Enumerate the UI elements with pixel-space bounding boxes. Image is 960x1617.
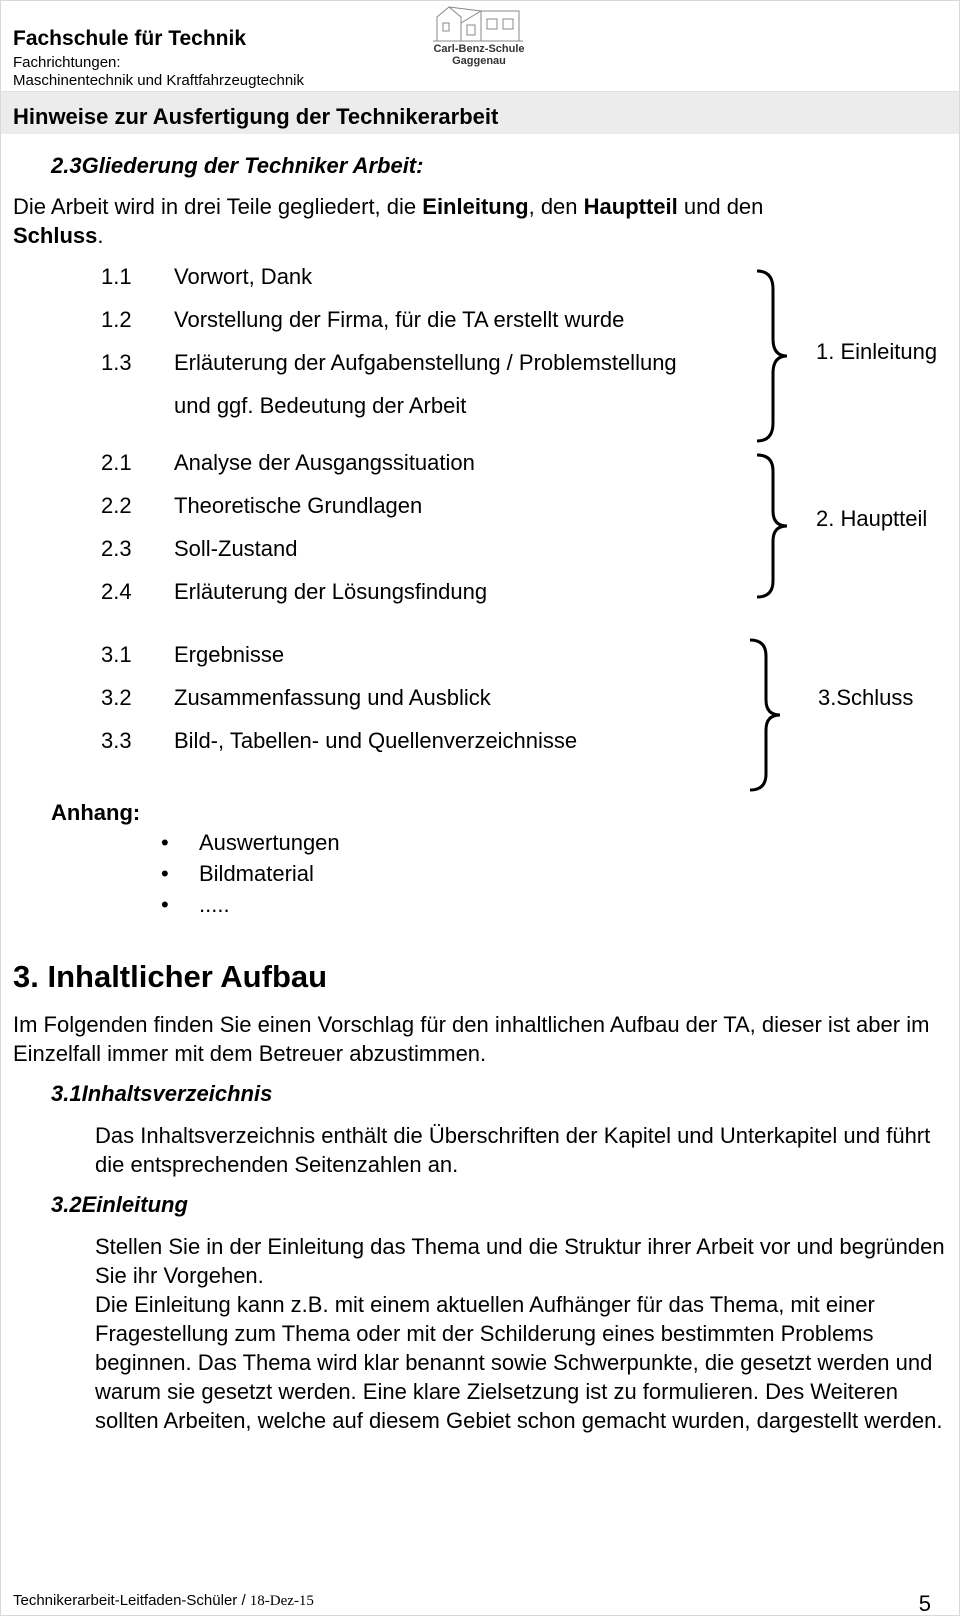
intro-end: . (97, 223, 104, 248)
group-label-schluss: 3.Schluss (818, 685, 914, 710)
list-text: Soll-Zustand (174, 536, 298, 561)
list-num: 1.3 (101, 350, 132, 375)
gliederung-heading: 2.3Gliederung der Techniker Arbeit: (51, 153, 424, 178)
list-text: Theoretische Grundlagen (174, 493, 423, 518)
footer-doc-name: Technikerarbeit-Leitfaden-Schüler / (13, 1592, 250, 1609)
list-text: Zusammenfassung und Ausblick (174, 685, 491, 710)
list-num: 2.3 (101, 536, 132, 561)
gliederung-intro-line-1 (13, 194, 763, 220)
intro-bold-einleitung: Einleitung (422, 194, 529, 219)
list-num: 3.2 (101, 685, 132, 710)
section-title: Hinweise zur Ausfertigung der Technikerarbeit (13, 104, 499, 129)
footer-date: 18-Dez-15 (249, 1593, 314, 1609)
list-text: Erläuterung der Lösungsfindung (174, 579, 488, 604)
subtitle-line-1: Fachrichtungen: (13, 54, 121, 71)
intro-suffix: und den (677, 194, 764, 219)
intro-bold-schluss: Schluss (13, 223, 98, 248)
group-label-einleitung: 1. Einleitung (816, 339, 938, 364)
list-num: 1.1 (101, 264, 132, 289)
list-text: Vorwort, Dank (174, 264, 313, 289)
inhalt-heading: 3. Inhaltlicher Aufbau (13, 959, 328, 994)
bullet-icon: • (161, 830, 169, 855)
page-number: 5 (918, 1591, 931, 1616)
list-text: Analyse der Ausgangssituation (174, 450, 475, 475)
list-num: 1.2 (101, 307, 132, 332)
anhang-item: Auswertungen (199, 830, 340, 855)
list-num: 2.1 (101, 450, 132, 475)
list-text: Vorstellung der Firma, für die TA erstellt wurde (174, 307, 625, 332)
brace-einleitung-icon (753, 267, 793, 445)
inhalt-intro: Im Folgenden finden Sie einen Vorschlag für den inhaltlichen Aufbau der TA, dieser ist aber im Einzelfall immer mit dem Betreuer abzustimmen. (13, 1012, 930, 1066)
intro-mid: , den (528, 194, 584, 219)
list-num: 3.1 (101, 642, 132, 667)
inhaltsverzeichnis-text: Das Inhaltsverzeichnis enthält die Überschriften der Kapitel und Unterkapitel und führt die entsprechenden Seitenzahlen an. (95, 1123, 931, 1177)
anhang-item: ..... (199, 892, 230, 917)
list-num: 3.3 (101, 728, 132, 753)
anhang-item: Bildmaterial (199, 861, 314, 886)
bullet-icon: • (161, 861, 169, 886)
list-text: Ergebnisse (174, 642, 285, 667)
brace-hauptteil-icon (753, 451, 793, 601)
einleitung-text-1: Stellen Sie in der Einleitung das Thema und die Struktur ihrer Arbeit vor und begründen Sie ihr Vorgehen. (95, 1234, 945, 1288)
intro-bold-hauptteil: Hauptteil (583, 194, 678, 219)
brace-schluss-icon (746, 636, 786, 794)
list-text: Bild-, Tabellen- und Quellenverzeichnisse (174, 728, 578, 753)
list-text: und ggf. Bedeutung der Arbeit (174, 393, 467, 418)
inhaltsverzeichnis-heading: 3.1Inhaltsverzeichnis (51, 1081, 273, 1106)
einleitung-text-2: Die Einleitung kann z.B. mit einem aktuellen Aufhänger für das Thema, mit einer Fragestellung zum Thema oder mit der Schilderung eines bestimmten Problems beginnen. Das Thema wird klar benannt sowie Schwerpunkte, die gesetzt werden und warum sie gesetzt werden. Eine klare Zielsetzung ist zu formulieren. Des Weiteren sollten Arbeiten, welche auf diesem Gebiet schon gemacht wurden, dargestellt werden. (95, 1292, 943, 1433)
footer-document-name (13, 1592, 314, 1610)
intro-prefix: Die Arbeit wird in drei Teile gegliedert, die (13, 194, 423, 219)
school-logo (419, 3, 539, 67)
list-num: 2.4 (101, 579, 132, 604)
logo-text-line-2: Gaggenau (452, 55, 506, 67)
school-title: Fachschule für Technik (13, 27, 246, 50)
logo-text-line-1: Carl-Benz-Schule (433, 43, 525, 55)
building-logo-icon (419, 3, 539, 43)
group-label-hauptteil: 2. Hauptteil (816, 506, 928, 531)
subtitle-line-2: Maschinentechnik und Kraftfahrzeugtechnik (13, 72, 305, 89)
gliederung-intro-line-2 (13, 223, 104, 249)
list-text: Erläuterung der Aufgabenstellung / Problemstellung (174, 350, 677, 375)
list-num: 2.2 (101, 493, 132, 518)
bullet-icon: • (161, 892, 169, 917)
einleitung-heading: 3.2Einleitung (51, 1192, 188, 1217)
anhang-label: Anhang: (51, 800, 141, 825)
